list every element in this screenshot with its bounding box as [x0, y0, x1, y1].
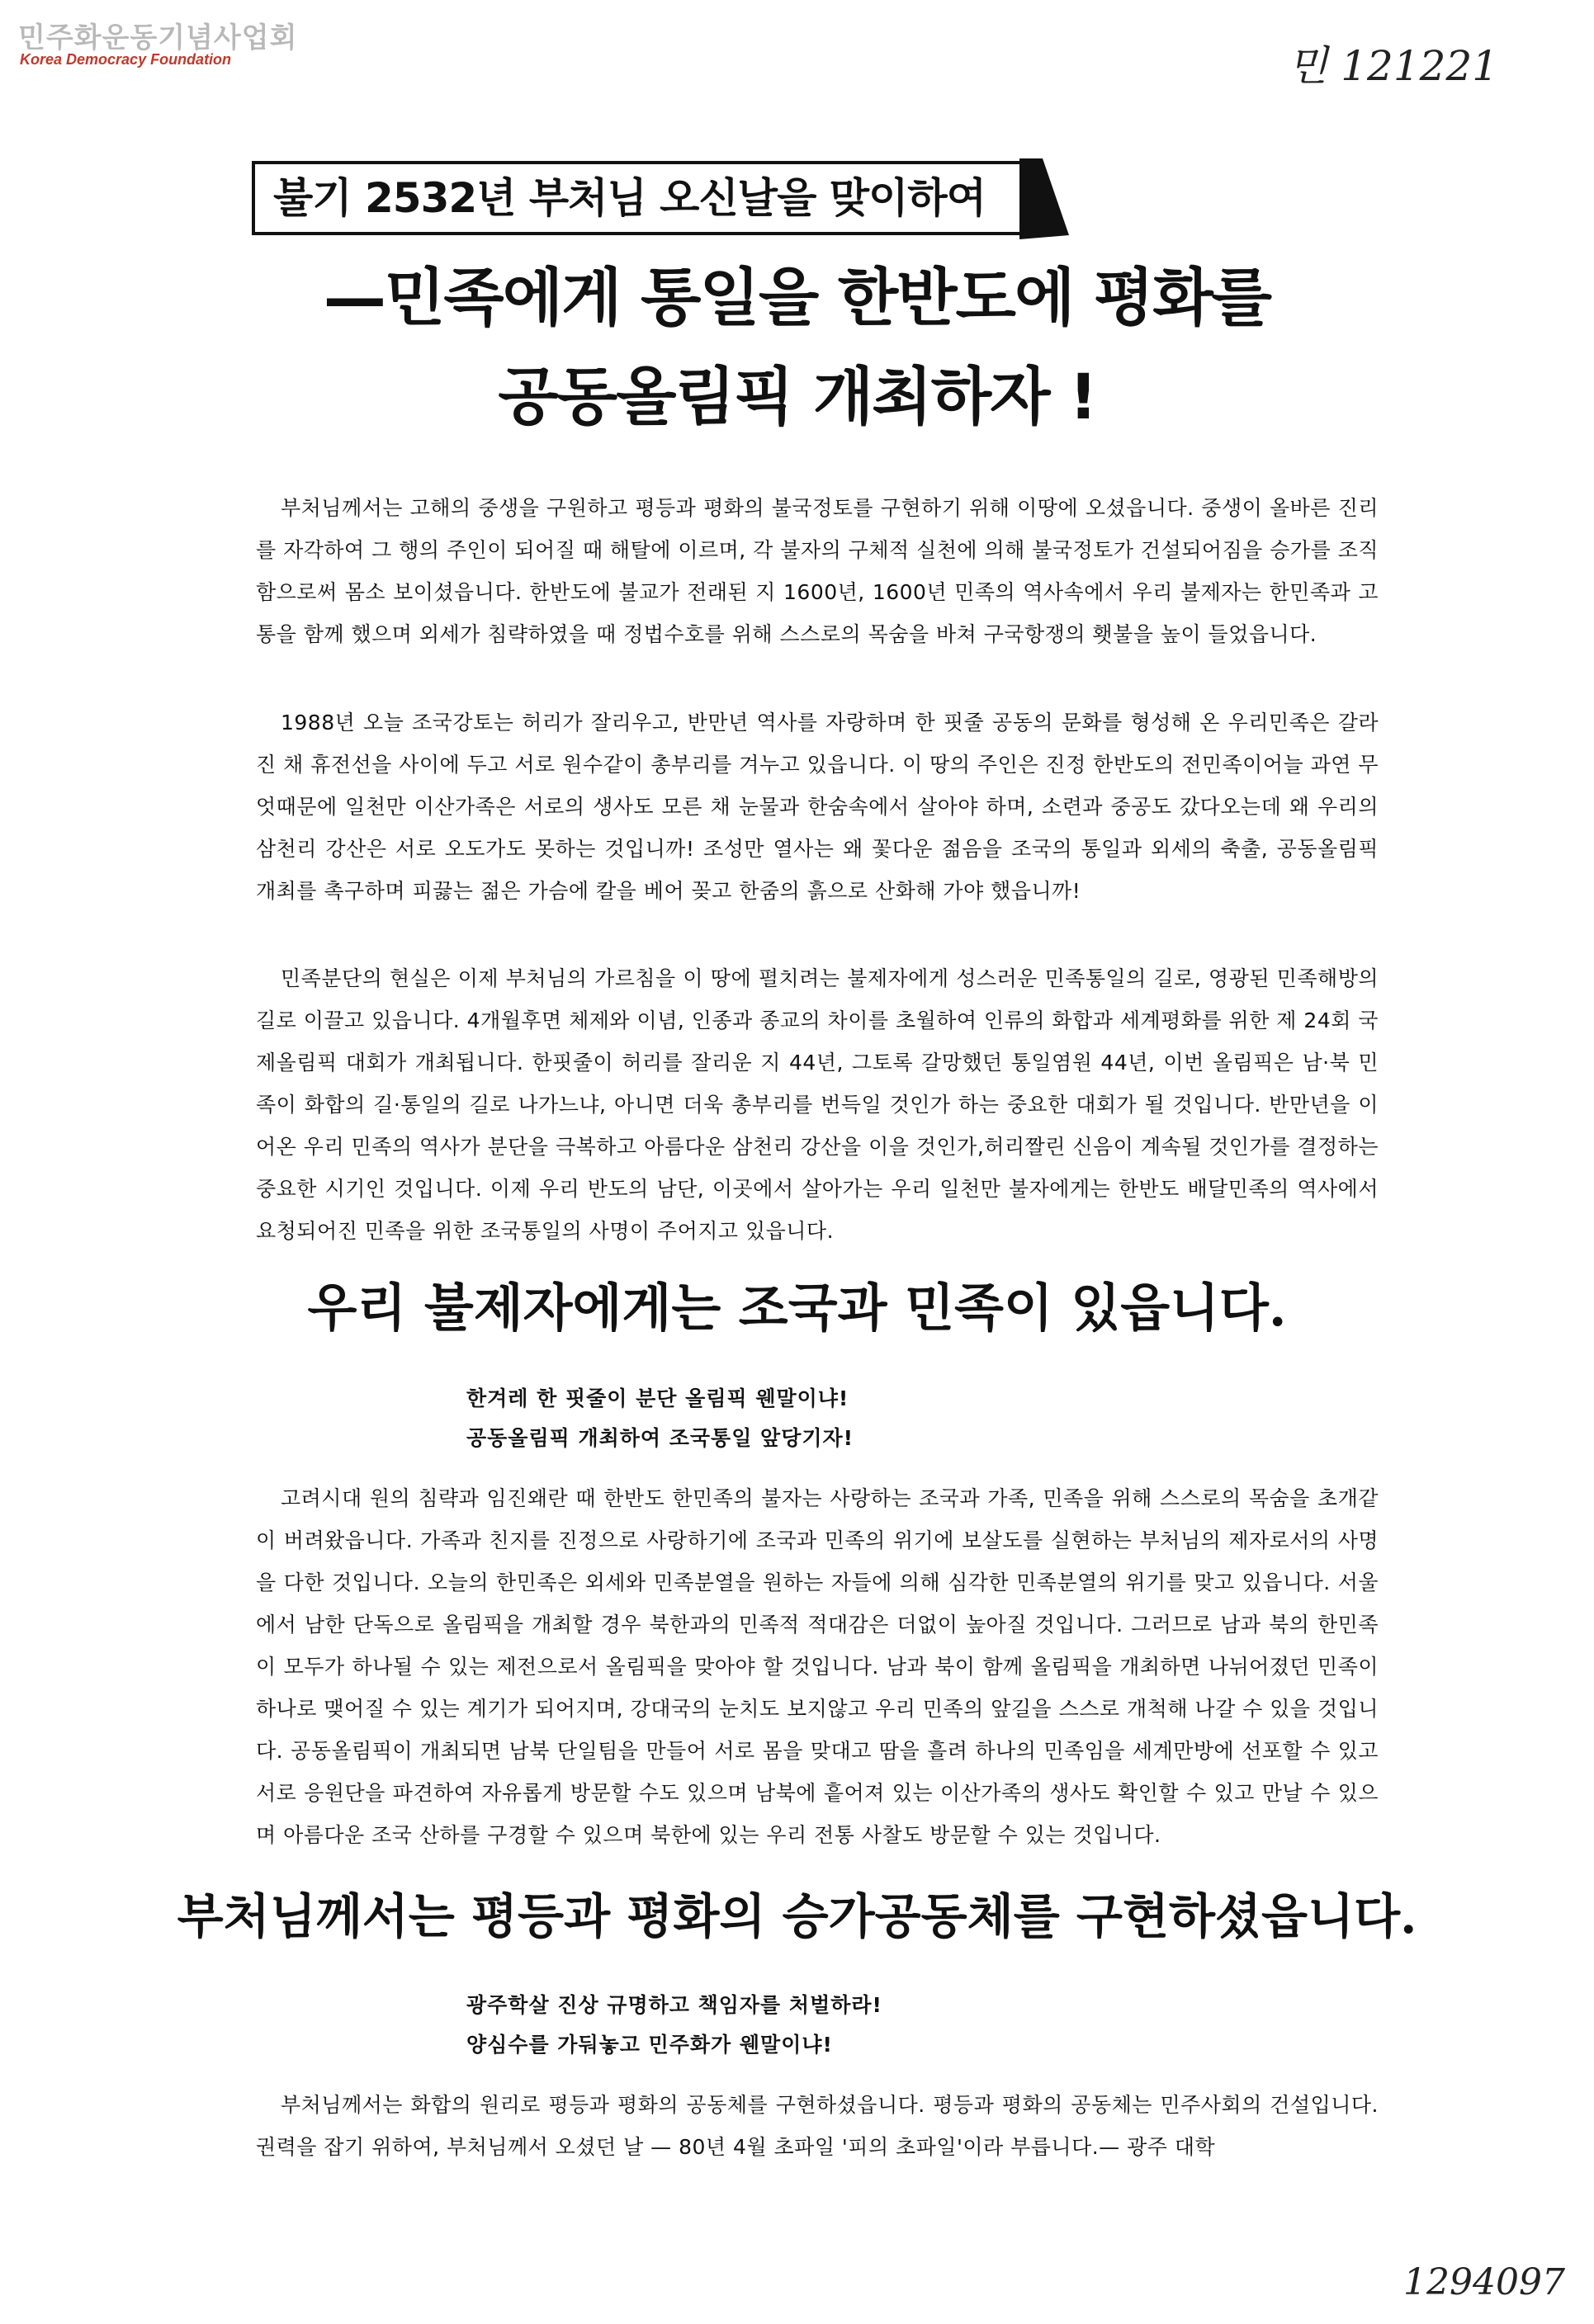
foundation-logo-korean: 민주화운동기념사업회 [18, 21, 298, 54]
foundation-logo-english: Korea Democracy Foundation [20, 51, 232, 68]
footer-id-handwritten: 1294097 [1403, 2261, 1565, 2303]
slogan-b1: 광주학살 진상 규명하고 책임자를 처벌하라! [466, 1993, 882, 2017]
paragraph-5: 부처님께서는 화합의 원리로 평등과 평화의 공동체를 구현하셨읍니다. 평등과 평화의 공동체는 민주사회의 건설입니다. 권력을 잡기 위하여, 부처님께서 오셨던 날 — 80년 4월 초파일 '피의 초파일'이라 부릅니다.— 광주 대학 [256, 2093, 1379, 2159]
paragraph-1: 부처님께서는 고해의 중생을 구원하고 평등과 평화의 불국정토를 구현하기 위해 이땅에 오셨읍니다. 중생이 올바른 진리를 자각하여 그 행의 주인이 되어질 때 해탈에 이르며, 각 불자의 구체적 실천에 의해 불국정토가 건설되어짐을 승가를 조직함으로써 몸소 보이셨읍니다. 한반도에 불교가 전래된 지 1600년, 1600년 민족의 역사속에서 우리 불제자는 한민족과 고통을 함께 했으며 외세가 침략하였을 때 정법수호를 위해 스스로의 목숨을 바쳐 구국항쟁의 횃불을 높이 들었읍니다. [256, 496, 1379, 646]
headline-line-2: 공동올림픽 개최하자 ! [498, 360, 1096, 433]
subhead-1: 우리 불제자에게는 조국과 민족이 있읍니다. [307, 1278, 1287, 1338]
paragraph-2: 1988년 오늘 조국강토는 허리가 잘리우고, 반만년 역사를 자랑하며 한 핏줄 공동의 문화를 형성해 온 우리민족은 갈라진 채 휴전선을 사이에 두고 서로 원수같이 총부리를 겨누고 있읍니다. 이 땅의 주인은 진정 한반도의 전민족이어늘 과연 무엇때문에 일천만 이산가족은 서로의 생사도 모른 채 눈물과 한숨속에서 살아야 하며, 소련과 중공도 갔다오는데 왜 우리의 삼천리 강산은 서로 오도가도 못하는 것입니까! 조성만 열사는 왜 꽃다운 젊음을 조국의 통일과 외세의 축출, 공동올림픽 개최를 촉구하며 피끓는 젊은 가슴에 칼을 베어 꽂고 한줌의 흙으로 산화해 가야 했읍니까! [256, 711, 1379, 903]
title-box: 불기 2532년 부처님 오신날을 맞이하여 [252, 161, 1024, 235]
paragraph-3: 민족분단의 현실은 이제 부처님의 가르침을 이 땅에 펼치려는 불제자에게 성스러운 민족통일의 길로, 영광된 민족해방의 길로 이끌고 있읍니다. 4개월후면 체제와 이념, 인종과 종교의 차이를 초월하여 인류의 화합과 세계평화를 위한 제 24회 국제올림픽 대회가 개최됩니다. 한핏줄이 허리를 잘리운 지 44년, 그토록 갈망했던 통일염원 44년, 이번 올림픽은 남·북 민족이 화합의 길·통일의 길로 나가느냐, 아니면 더욱 총부리를 번득일 것인가 하는 중요한 대회가 될 것입니다. 반만년을 이어온 우리 민족의 역사가 분단을 극복하고 아름다운 삼천리 강산을 이을 것인가,허리짤린 신음이 계속될 것인가를 결정하는 중요한 시기인 것입니다. 이제 우리 반도의 남단, 이곳에서 살아가는 우리 일천만 불자에게는 한반도 배달민족의 역사에서 요청되어진 민족을 위한 조국통일의 사명이 주어지고 있읍니다. [256, 966, 1379, 1243]
paragraph-4: 고려시대 원의 침략과 임진왜란 때 한반도 한민족의 불자는 사랑하는 조국과 가족, 민족을 위해 스스로의 목숨을 초개같이 버려왔읍니다. 가족과 친지를 진정으로 사랑하기에 조국과 민족의 위기에 보살도를 실현하는 부처님의 제자로서의 사명을 다한 것입니다. 오늘의 한민족은 외세와 민족분열을 원하는 자들에 의해 심각한 민족분열의 위기를 맞고 있읍니다. 서울에서 남한 단독으로 올림픽을 개최할 경우 북한과의 민족적 적대감은 더없이 높아질 것입니다. 그러므로 남과 북의 한민족이 모두가 하나될 수 있는 제전으로서 올림픽을 맞아야 할 것입니다. 남과 북이 함께 올림픽을 개최하면 나뉘어졌던 민족이 하나로 맺어질 수 있는 계기가 되어지며, 강대국의 눈치도 보지않고 우리 민족의 앞길을 스스로 개척해 나갈 수 있을 것입니다. 공동올림픽이 개최되면 남북 단일팀을 만들어 서로 몸을 맞대고 땀을 흘려 하나의 민족임을 세계만방에 선포할 수 있고 서로 응원단을 파견하여 자유롭게 방문할 수도 있으며 남북에 흩어져 있는 이산가족의 생사도 확인할 수 있고 만날 수 있으며 아름다운 조국 산하를 구경할 수 있으며 북한에 있는 우리 전통 사찰도 방문할 수 있는 것입니다. [256, 1486, 1379, 1847]
document-id-handwritten: 민 121221 [1288, 42, 1499, 90]
slogan-b2: 양심수를 가둬놓고 민주화가 웬말이냐! [466, 2033, 833, 2057]
title-box-ribbon-icon [1011, 157, 1077, 248]
subhead-2: 부처님께서는 평등과 평화의 승가공동체를 구현하셨읍니다. [177, 1888, 1417, 1944]
slogan-a2: 공동올림픽 개최하여 조국통일 앞당기자! [466, 1426, 854, 1450]
headline-line-1: —민족에게 통일을 한반도에 평화를 [323, 261, 1271, 334]
slogan-a1: 한겨레 한 핏줄이 분단 올림픽 웬말이냐! [466, 1386, 849, 1410]
